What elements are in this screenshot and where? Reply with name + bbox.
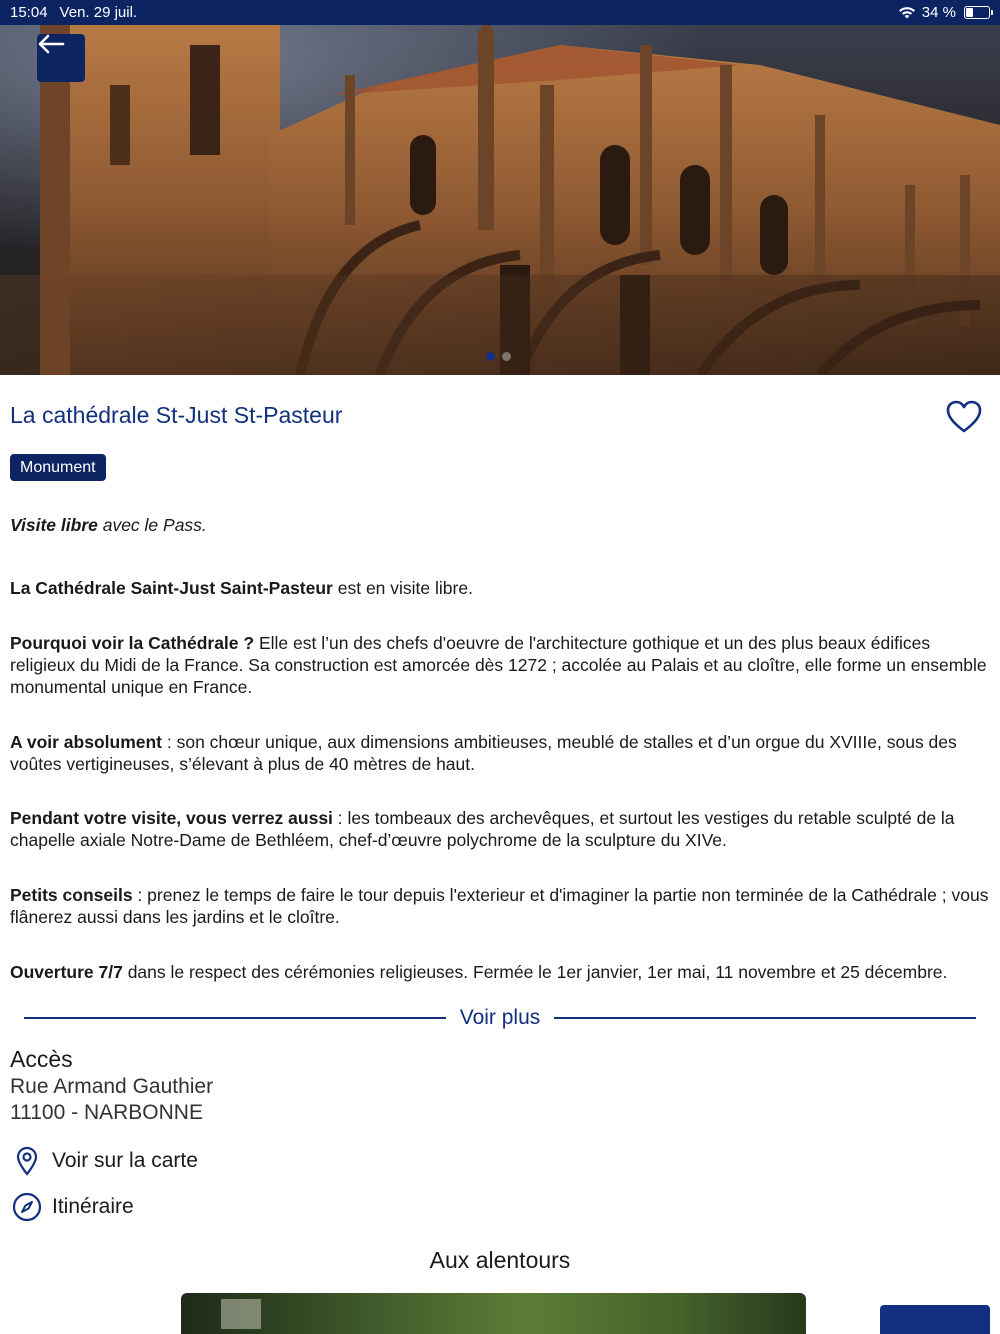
back-button[interactable] [37,34,85,82]
paragraph-text: : les tombeaux des archevêques, et surtout les vestiges du retable sculpté de la chapelle axiale Notre-Dame de Bethléem, chef-d’œuvre polychrome de la sculpture du XIVe. [10,808,955,850]
wifi-icon [898,6,916,19]
status-time: 15:04 [10,4,48,21]
paragraph-text: dans le respect des cérémonies religieuses. Fermée le 1er janvier, 1er mai, 11 novembre et 25 décembre. [122,962,948,982]
compass-icon [12,1192,42,1222]
view-on-map-button[interactable] [12,1146,198,1176]
paragraph-text: : prenez le temps de faire le tour depuis l'exterieur et d'imaginer la partie non terminée de la Cathédrale ; vous flânerez aussi dans les jardins et le cloître. [10,885,989,927]
access-heading: Accès [10,1046,73,1072]
directions-button[interactable] [12,1192,134,1222]
favorite-button[interactable] [946,400,982,434]
paragraph-heading: Petits conseils [10,885,133,905]
status-bar [0,0,1000,25]
category-badge: Monument [10,454,106,481]
intro-text [10,515,207,536]
paragraph-heading: La Cathédrale Saint-Just Saint-Pasteur [10,578,333,598]
battery-icon [964,6,990,19]
nearby-card[interactable] [880,1305,990,1334]
battery-percent: 34 % [921,4,956,21]
map-pin-icon [12,1146,42,1176]
address-city: 11100 - NARBONNE [10,1101,203,1124]
directions-label: Itinéraire [52,1195,134,1218]
divider-line [554,1017,976,1019]
paragraph-heading: A voir absolument [10,732,163,752]
carousel-dots [486,352,511,361]
cathedral-illustration [0,25,1000,375]
description-paragraph [10,731,995,775]
paragraph-text: : son chœur unique, aux dimensions ambitieuses, meublé de stalles et d’un orgue du XVIIIe, sous des voûtes vertigineuses, s’élevant à plus de 40 mètres de haut. [10,732,957,774]
paragraph-text: est en visite libre. [332,578,473,598]
page-title: La cathédrale St-Just St-Pasteur [10,402,343,428]
paragraph-text: Elle est l’un des chefs d'oeuvre de l'architecture gothique et un des plus beaux édifices religieux du Midi de la France. Sa construction est amorcée dès 1272 ; accolée au Palais et au cloître, elle forme un ensemble monumental unique en France. [10,633,987,697]
nearby-card[interactable] [181,1293,806,1334]
hero-image[interactable] [0,25,1000,375]
description-paragraph [10,807,995,851]
see-more-divider [24,1004,976,1032]
status-right [898,4,990,21]
divider-line [24,1017,446,1019]
intro-rest: avec le Pass. [97,515,207,535]
intro-bold: Visite libre [10,515,98,535]
carousel-dot[interactable] [486,352,495,361]
see-more-button[interactable]: Voir plus [459,1006,541,1029]
description-paragraph [10,577,995,599]
description-paragraph [10,961,995,983]
description-paragraph [10,632,995,698]
status-date: Ven. 29 juil. [59,4,138,21]
view-on-map-label: Voir sur la carte [52,1149,198,1172]
paragraph-heading: Ouverture 7/7 [10,962,123,982]
arrow-left-icon [37,34,65,54]
paragraph-heading: Pourquoi voir la Cathédrale ? [10,633,255,653]
heart-icon [946,400,982,434]
nearby-heading: Aux alentours [429,1247,571,1273]
carousel-dot[interactable] [502,352,511,361]
address-street: Rue Armand Gauthier [10,1075,214,1098]
description-paragraph [10,884,995,928]
paragraph-heading: Pendant votre visite, vous verrez aussi [10,808,333,828]
